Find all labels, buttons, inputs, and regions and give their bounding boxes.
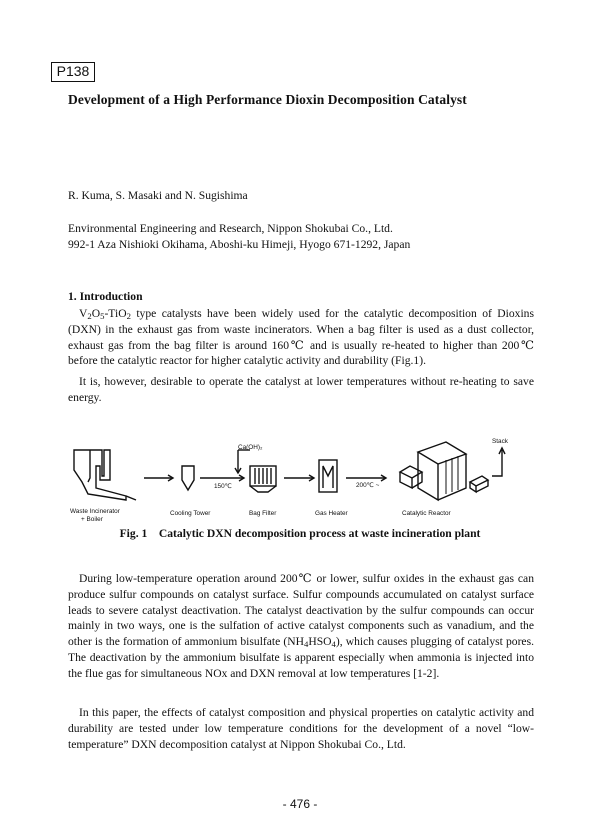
label-stack: Stack — [492, 438, 508, 445]
author-list: R. Kuma, S. Masaki and N. Sugishima — [68, 189, 248, 202]
process-diagram-svg — [66, 436, 536, 528]
body-paragraph-4: In this paper, the effects of catalyst composition and physical properties on catalytic activity and durability are tested under low temperature conditions for the development of a novel “low-temperature” DXN decomposition catalyst at Nippon Shokubai Co., Ltd. — [68, 706, 534, 751]
label-temp-200: 200℃ ~ — [356, 482, 380, 489]
label-temp-150: 150℃ — [214, 483, 232, 490]
process-diagram — [66, 436, 536, 528]
figure-caption: Fig. 1 Catalytic DXN decomposition process at waste incineration plant — [119, 527, 481, 540]
label-waste-incinerator: Waste Incinerator — [70, 508, 120, 515]
intro-paragraph-1: $V_2O_5-TiO_2$ type catalysts have been widely used for the catalytic decomposition of Dioxins (DXN) in the exhaust gas from waste incinerators. When a bag filter is used as a dust collector, exhaust gas from the bag filter is around 160℃ and is usually re-heated to higher than 200℃ before the catalytic reactor for higher catalytic activity and durability (Fig.1). — [68, 307, 534, 368]
section-heading: 1. Introduction — [68, 290, 143, 303]
incinerator-shape — [74, 450, 126, 500]
cooling-tower-shape — [182, 466, 194, 490]
label-catalytic-reactor: Catalytic Reactor — [402, 510, 451, 517]
paper-code-box: P138 — [51, 62, 95, 82]
catalytic-reactor-shape — [400, 442, 488, 500]
affiliation-line-1: Environmental Engineering and Research, Nippon Shokubai Co., Ltd. — [68, 222, 393, 235]
affiliation-line-2: 992-1 Aza Nishioki Okihama, Aboshi-ku Himeji, Hyogo 671-1292, Japan — [68, 238, 411, 251]
body-paragraph-3: During low-temperature operation around 200℃ or lower, sulfur oxides in the exhaust gas can produce sulfur compounds on catalyst surface. Sulfur compounds accumulated on catalyst surface leads to severe catalyst deactivation. The catalyst deactivation by the sulfur compounds can occur mainly in two ways, one is the sulfation of active catalyst components such as vanadium, and the other is the formation of ammonium bisulfate $(NH_4HSO_4)$, which causes plugging of catalyst pores. The deactivation by the ammonium bisulfate is apparent especially when ammonia is injected into the flue gas for simultaneous NOx and DXN removal at low temperatures [1-2]. — [68, 572, 534, 680]
stack-line — [492, 450, 502, 476]
label-boiler: + Boiler — [81, 516, 103, 523]
intro-paragraph-2: It is, however, desirable to operate the catalyst at lower temperatures without re-heating to save energy. — [68, 375, 534, 404]
label-caoh2: Ca(OH)₂ — [238, 444, 263, 451]
paper-title: Development of a High Performance Dioxin Decomposition Catalyst — [68, 92, 467, 107]
label-gas-heater: Gas Heater — [315, 510, 348, 517]
label-bag-filter: Bag Filter — [249, 510, 277, 517]
page-number: - 476 - — [282, 797, 318, 811]
label-cooling-tower: Cooling Tower — [170, 510, 211, 517]
